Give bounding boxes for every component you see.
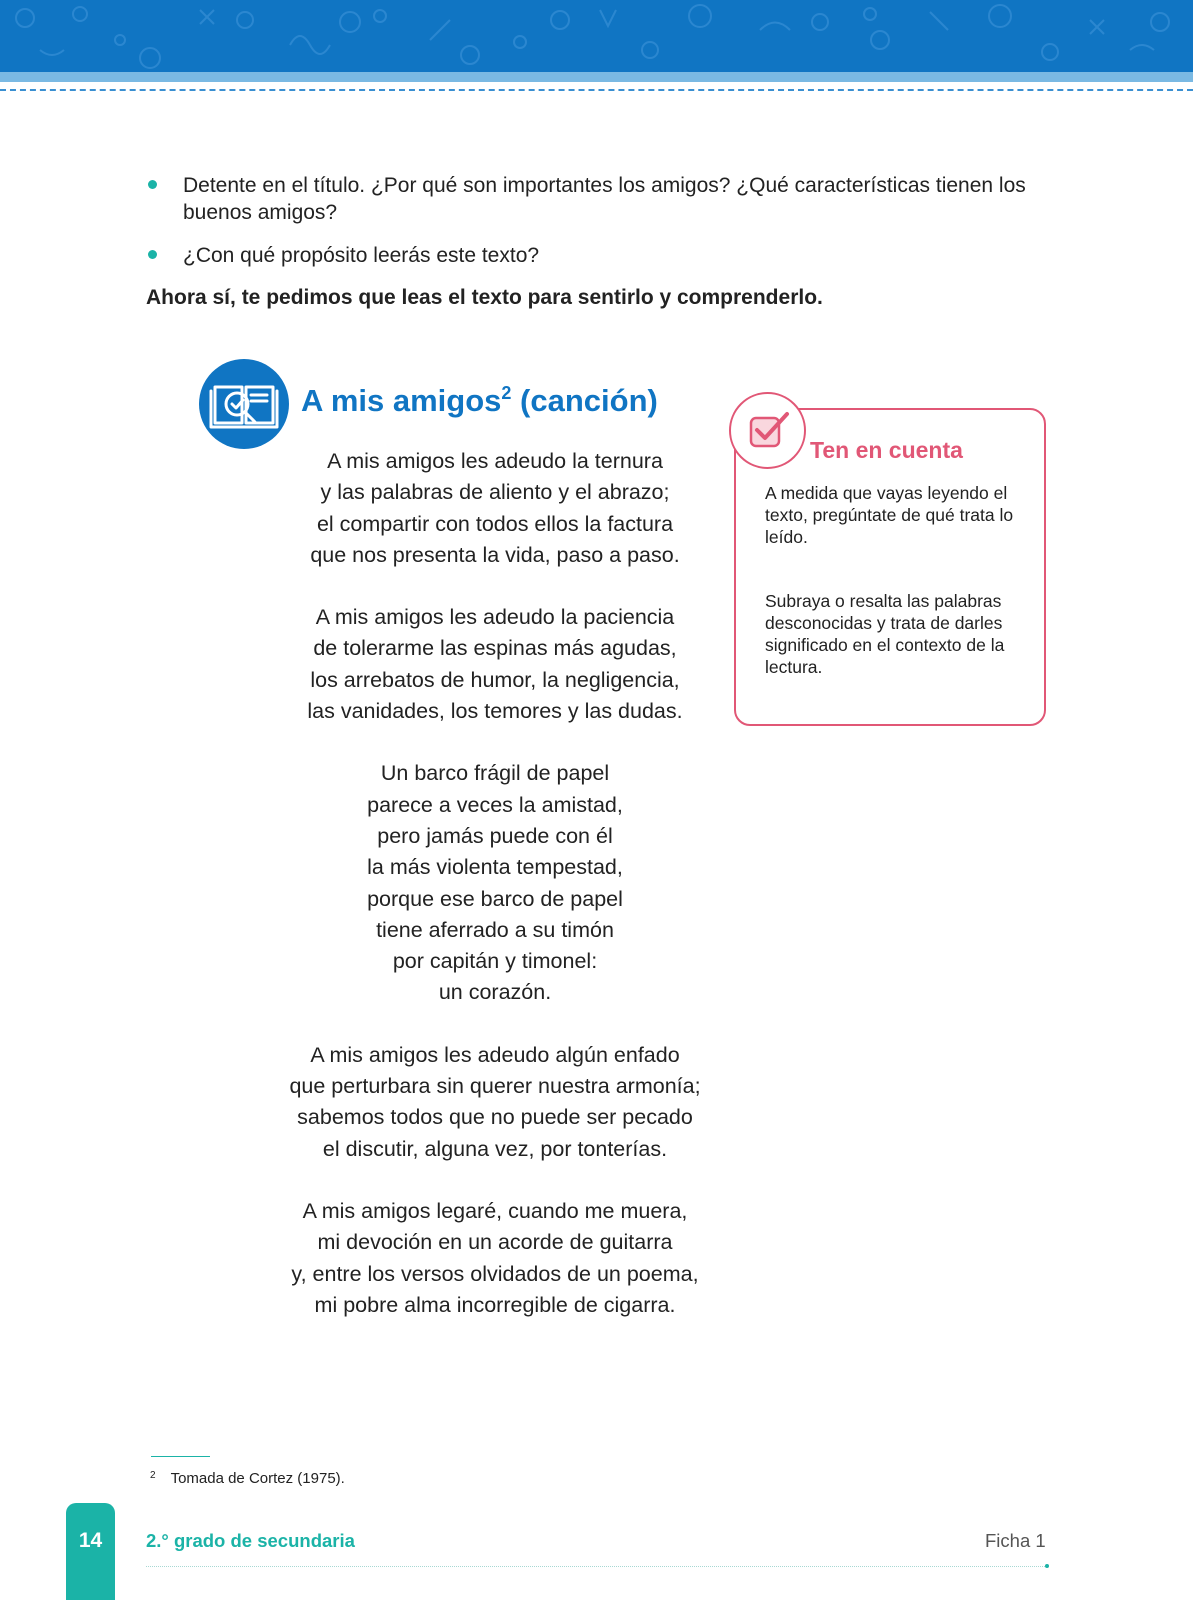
footer-dot-icon	[1045, 1564, 1049, 1568]
verse: A mis amigos les adeudo algún enfado	[310, 1042, 680, 1067]
bullet-dot-icon	[148, 250, 157, 259]
poem-body	[245, 446, 745, 1352]
book-magnifier-icon	[199, 359, 289, 449]
note-paragraph: A medida que vayas leyendo el texto, pregúntate de qué trata lo leído.	[765, 483, 1014, 547]
prereading-questions	[146, 172, 1048, 285]
note-paragraph: Subraya o resalta las palabras desconocidas y trata de darles significado en el contexto de la lectura.	[765, 591, 1005, 677]
stanza	[245, 1196, 745, 1321]
header-banner	[0, 0, 1193, 72]
verse: A mis amigos legaré, cuando me muera,	[302, 1198, 688, 1223]
verse: Un barco frágil de papel	[380, 761, 610, 786]
footer-divider	[146, 1566, 1047, 1567]
verse: las vanidades, los temores y las dudas.	[307, 699, 683, 724]
note-title: Ten en cuenta	[810, 437, 963, 463]
list-item: Detente en el título. ¿Por qué son importantes los amigos? ¿Qué características tienen los buenos amigos?	[146, 172, 1048, 226]
reading-instruction: Ahora sí, te pedimos que leas el texto para sentirlo y comprenderlo.	[146, 286, 823, 309]
verse: que nos presenta la vida, paso a paso.	[310, 542, 680, 567]
footer-ficha: Ficha 1	[985, 1530, 1046, 1551]
stanza	[245, 446, 745, 571]
verse: los arrebatos de humor, la negligencia,	[310, 667, 680, 692]
verse: parece a veces la amistad,	[367, 792, 623, 817]
verse: porque ese barco de papel	[367, 886, 623, 911]
list-item: ¿Con qué propósito leerás este texto?	[146, 242, 1048, 269]
verse: de tolerarme las espinas más agudas,	[313, 636, 677, 661]
footnote: $^2$ Tomada de Cortez (1975).	[150, 1470, 345, 1487]
verse: tiene aferrado a su timón	[376, 917, 614, 942]
checkbox-icon	[729, 392, 806, 469]
verse: que perturbara sin querer nuestra armonía;	[289, 1074, 701, 1099]
verse: el discutir, alguna vez, por tonterías.	[322, 1136, 668, 1161]
page-number: 14	[78, 1529, 103, 1552]
header-dashed-divider	[0, 89, 1193, 91]
poem-title: A mis amigos$^2$ (canción)	[301, 383, 658, 418]
verse: A mis amigos les adeudo la paciencia	[315, 605, 675, 630]
stanza	[245, 1040, 745, 1165]
verse: A mis amigos les adeudo la ternura	[327, 449, 663, 473]
stanza	[245, 602, 745, 727]
footer-grade: 2.° grado de secundaria	[146, 1530, 355, 1551]
verse: un corazón.	[438, 980, 552, 1005]
footnote-ref: 2	[501, 383, 512, 403]
footnote-divider	[151, 1456, 210, 1457]
verse: mi devoción en un acorde de guitarra	[317, 1230, 673, 1255]
verse: y, entre los versos olvidados de un poema,	[291, 1261, 699, 1286]
header-stripe	[0, 72, 1193, 82]
verse: por capitán y timonel:	[392, 949, 598, 974]
stanza	[245, 758, 745, 1008]
bullet-dot-icon	[148, 180, 157, 189]
verse: la más violenta tempestad,	[367, 855, 623, 880]
doodle-pattern-icon	[0, 0, 1193, 72]
verse: el compartir con todos ellos la factura	[316, 511, 674, 536]
verse: y las palabras de aliento y el abrazo;	[320, 480, 670, 505]
verse: mi pobre alma incorregible de cigarra.	[314, 1292, 676, 1317]
verse: pero jamás puede con él	[377, 823, 613, 848]
verse: sabemos todos que no puede ser pecado	[297, 1105, 693, 1130]
